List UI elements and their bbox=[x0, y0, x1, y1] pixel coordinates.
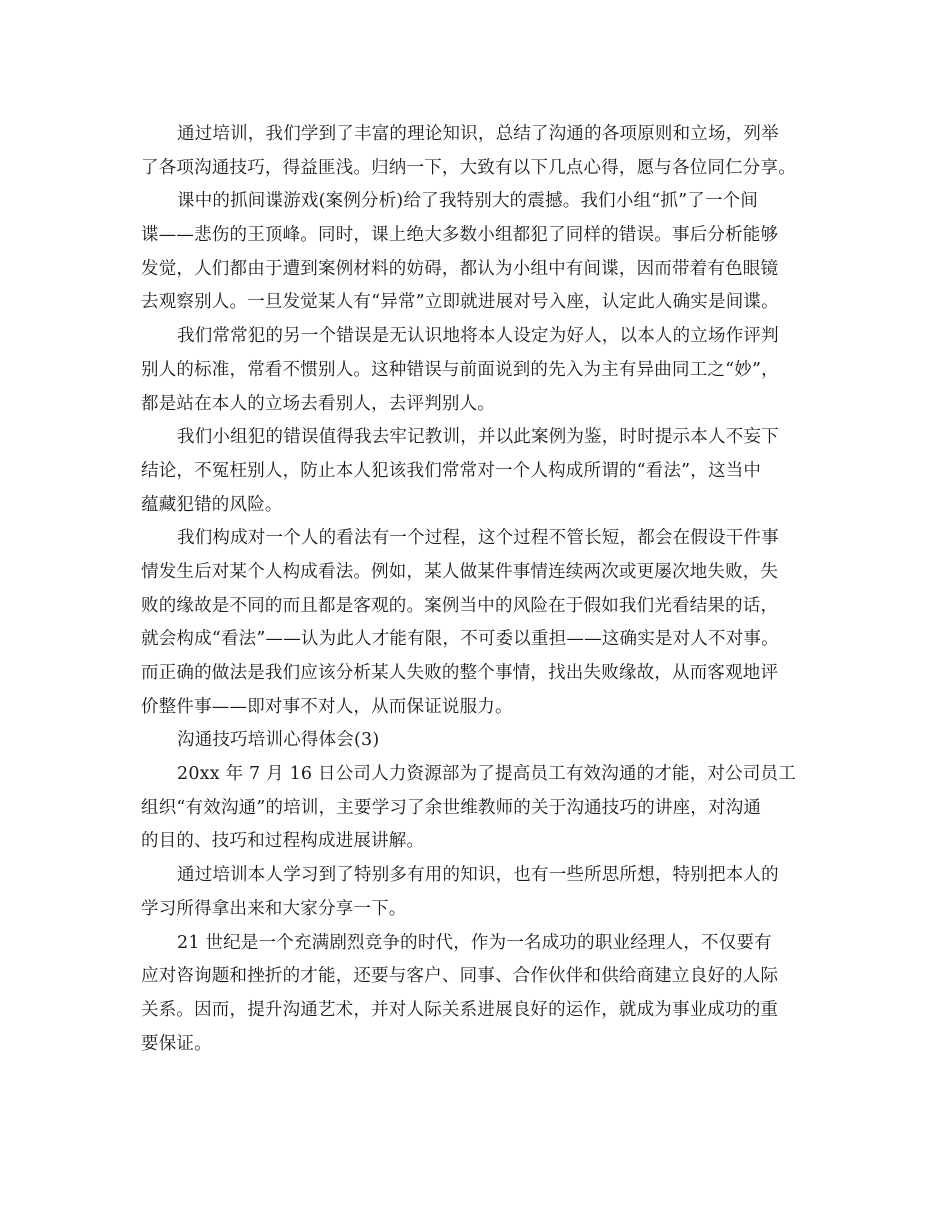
text-line: 发觉，人们都由于遭到案例材料的妨碍，都认为小组中有间谍，因而带着有色眼镜 bbox=[141, 258, 779, 279]
text-line: 课中的抓间谍游戏(案例分析)给了我特别大的震撼。我们小组“抓”了一个间 bbox=[177, 191, 759, 212]
text-line: 关系。因而，提升沟通艺术，并对人际关系进展良好的运作，就成为事业成功的重 bbox=[141, 999, 779, 1020]
text-line: 就会构成“看法”——认为此人才能有限，不可委以重担——这确实是对人不对事。 bbox=[141, 629, 779, 650]
text-line: 沟通技巧培训心得体会(3) bbox=[177, 730, 380, 751]
text-line: 通过培训，我们学到了丰富的理论知识，总结了沟通的各项原则和立场，列举 bbox=[177, 124, 779, 144]
text-line: 情发生后对某个人构成看法。例如，某人做某件事情连续两次或更屡次地失败，失 bbox=[141, 561, 779, 582]
text-line: 要保证。 bbox=[141, 1033, 212, 1054]
text-line: 了各项沟通技巧，得益匪浅。归纳一下，大致有以下几点心得，愿与各位同仁分享。 bbox=[141, 157, 796, 178]
text-line: 学习所得拿出来和大家分享一下。 bbox=[141, 898, 407, 919]
text-line: 蕴藏犯错的风险。 bbox=[141, 494, 283, 515]
text-line: 我们小组犯的错误值得我去牢记教训，并以此案例为鉴，时时提示本人不妄下 bbox=[177, 427, 779, 448]
text-line: 别人的标准，常看不惯别人。这种错误与前面说到的先入为主有异曲同工之“妙”， bbox=[141, 359, 779, 380]
text-line: 败的缘故是不同的而且都是客观的。案例当中的风险在于假如我们光看结果的话， bbox=[141, 595, 779, 616]
text-line: 价整件事——即对事不对人，从而保证说服力。 bbox=[141, 696, 513, 717]
text-line: 应对咨询题和挫折的才能，还要与客户、同事、合作伙伴和供给商建立良好的人际 bbox=[141, 966, 779, 987]
document-body bbox=[141, 118, 821, 1061]
text-line: 20xx 年 7 月 16 日公司人力资源部为了提高员工有效沟通的才能，对公司员工 bbox=[177, 764, 796, 785]
text-line: 的目的、技巧和过程构成进展讲解。 bbox=[141, 831, 425, 852]
text-line: 都是站在本人的立场去看别人，去评判别人。 bbox=[141, 393, 495, 414]
text-line: 我们构成对一个人的看法有一个过程，这个过程不管长短，都会在假设干件事 bbox=[177, 528, 779, 549]
text-line: 通过培训本人学习到了特别多有用的知识，也有一些所思所想，特别把本人的 bbox=[177, 865, 779, 886]
text-line: 我们常常犯的另一个错误是无认识地将本人设定为好人，以本人的立场作评判 bbox=[177, 326, 779, 347]
text-line: 21 世纪是一个充满剧烈竞争的时代，作为一名成功的职业经理人，不仅要有 bbox=[177, 932, 772, 953]
text-line: 结论，不冤枉别人，防止本人犯该我们常常对一个人构成所谓的“看法”，这当中 bbox=[141, 460, 762, 481]
text-line: 去观察别人。一旦发觉某人有“异常”立即就进展对号入座，认定此人确实是间谍。 bbox=[141, 292, 779, 313]
text-line: 谍——悲伤的王顶峰。同时，课上绝大多数小组都犯了同样的错误。事后分析能够 bbox=[141, 225, 779, 246]
text-line: 而正确的做法是我们应该分析某人失败的整个事情，找出失败缘故，从而客观地评 bbox=[141, 663, 779, 683]
text-line: 组织“有效沟通”的培训，主要学习了余世维教师的关于沟通技巧的讲座，对沟通 bbox=[141, 797, 762, 818]
